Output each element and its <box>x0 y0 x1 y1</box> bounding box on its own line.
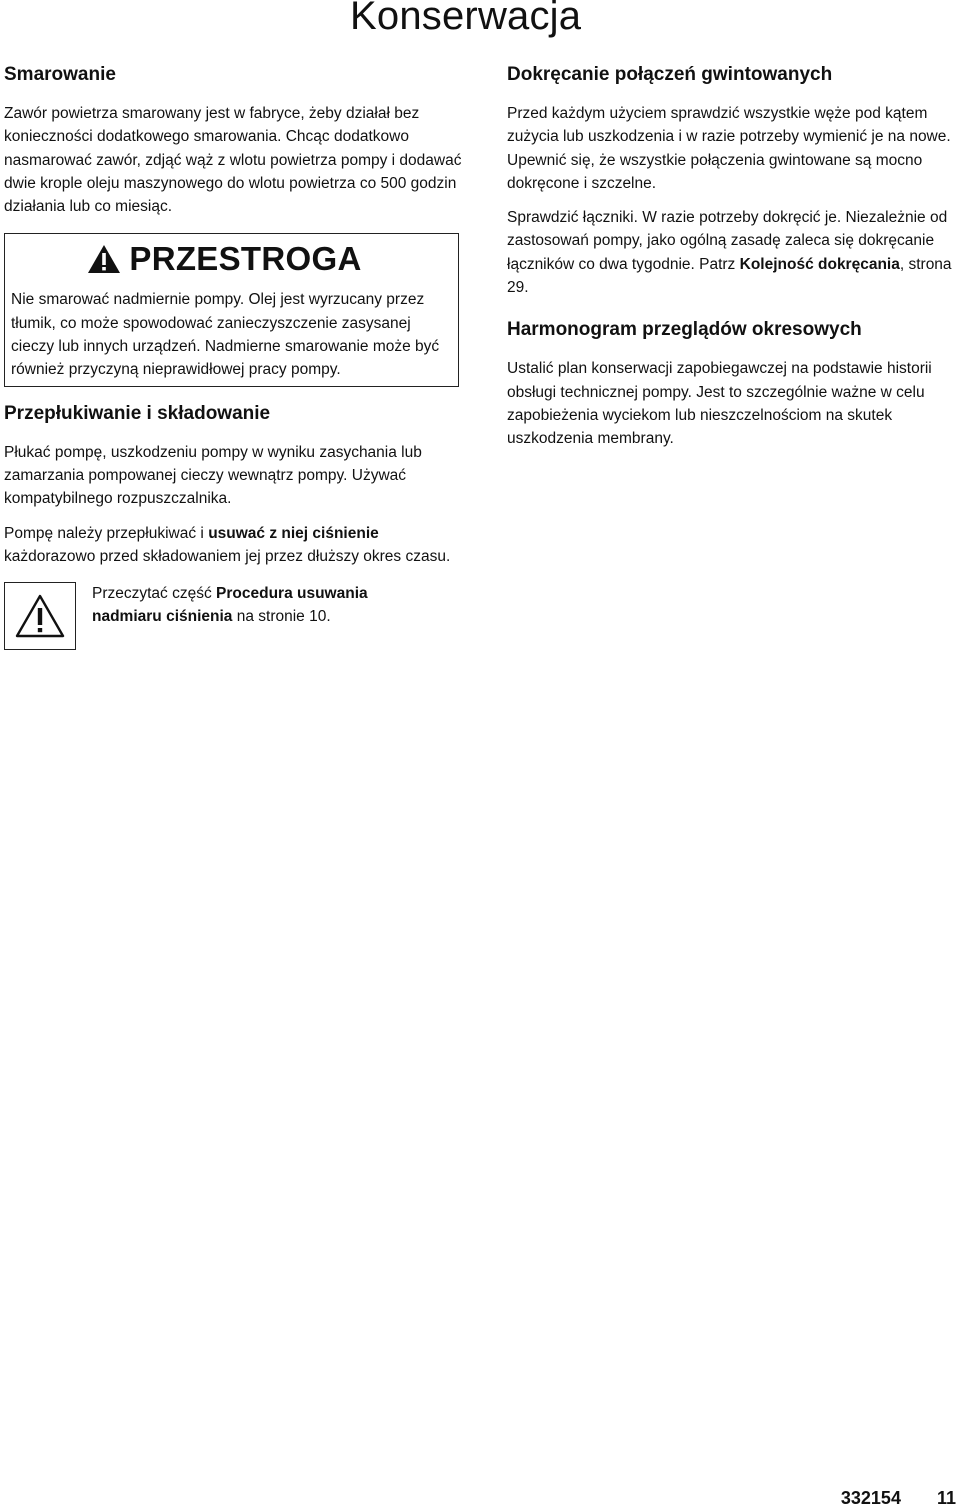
page-title: Konserwacja <box>350 0 582 38</box>
lubrication-text: Zawór powietrza smarowany jest w fabryce, żeby działał bez konieczności dodatkowego smarowania. Chcąc dodatkowo nasmarować zawór, zdjąć wąż z wlotu powietrza pompy i dodawać dwie krople oleju maszynowego do wlotu powietrza co 500 godzin działania lub co miesiąc. <box>4 105 462 216</box>
page-footer <box>841 1488 956 1509</box>
schedule-section <box>507 317 959 450</box>
tightening-heading: Dokręcanie połączeń gwintowanych <box>507 64 833 85</box>
page-number: 11 <box>936 1488 956 1508</box>
pressure-relief-notice <box>4 582 464 650</box>
right-column <box>507 62 959 462</box>
caution-box <box>4 233 459 386</box>
pressure-relief-emphasis: usuwać z niej ciśnienie <box>208 524 379 542</box>
lubrication-section <box>4 62 464 218</box>
flushing-section <box>4 401 464 568</box>
schedule-heading: Harmonogram przeglądów okresowych <box>507 319 862 341</box>
tightening-sequence-link[interactable]: Kolejność dokręcania <box>739 255 900 273</box>
notice-text: Przeczytać część Procedura usuwania nadmiaru ciśnienia na stronie 10. <box>92 585 368 626</box>
caution-title: PRZESTROGA <box>129 240 362 278</box>
warning-triangle-icon <box>15 593 65 639</box>
document-number: 332154 <box>840 1488 901 1508</box>
caution-header <box>11 240 452 278</box>
notice-icon-box <box>4 582 76 650</box>
tightening-text-1: Przed każdym użyciem sprawdzić wszystkie węże pod kątem zużycia lub uszkodzenia i w razie potrzeby wymienić je na nowe. Upewnić się, że wszystkie połączenia gwintowane są mocno dokręcone i szczelne. <box>507 105 951 192</box>
tightening-section <box>507 62 959 299</box>
tightening-text-2: Sprawdzić łączniki. W razie potrzeby dokręcić je. Niezależnie od zastosowań pompy, jako ogólną zasadę zaleca się dokręcanie łączników co dwa tygodnie. Patrz Kolejność dokręcania, strona 29. <box>507 209 952 297</box>
flushing-heading: Przepłukiwanie i składowanie <box>4 402 271 424</box>
flushing-text-2: Pompę należy przepłukiwać i usuwać z niej ciśnienie każdorazowo przed składowaniem jej przez dłuższy okres czasu. <box>4 524 451 565</box>
flushing-text-1: Płukać pompę, uszkodzeniu pompy w wyniku zasychania lub zamarzania pompowanej cieczy wewnątrz pompy. Używać kompatybilnego rozpuszczalnika. <box>4 443 422 508</box>
warning-triangle-icon <box>87 244 121 274</box>
lubrication-heading: Smarowanie <box>4 64 116 85</box>
left-column <box>4 62 464 650</box>
schedule-text: Ustalić plan konserwacji zapobiegawczej na podstawie historii obsługi technicznej pompy. Jest to szczególnie ważne w celu zapobieżenia wyciekom lub nieszczelnościom na skutek uszkodzenia membrany. <box>507 360 932 448</box>
procedure-link[interactable]: Procedura usuwania nadmiaru ciśnienia <box>92 585 368 626</box>
caution-text: Nie smarować nadmiernie pompy. Olej jest wyrzucany przez tłumik, co może spowodować zanieczyszczenie zasysanej cieczy lub innych urządzeń. Nadmierne smarowanie może być również przyczyną nieprawidłowej pracy pompy. <box>11 291 440 379</box>
